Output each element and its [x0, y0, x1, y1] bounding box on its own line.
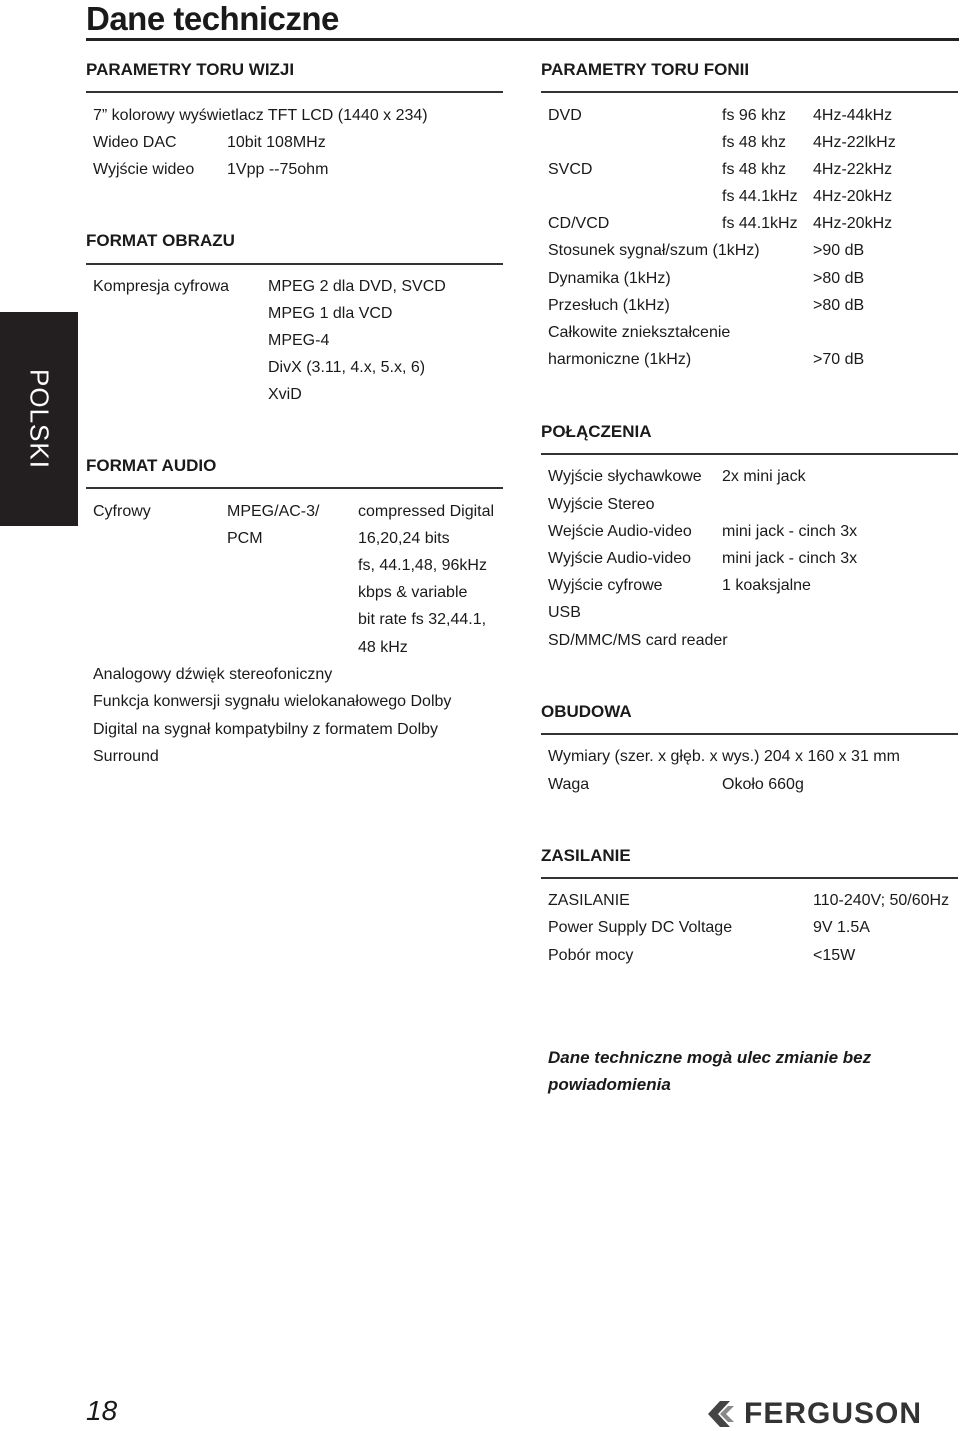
audio-response: 4Hz-44kHz [813, 107, 893, 124]
connection-label: Wyjście cyfrowe [548, 577, 663, 594]
compression-label: Kompresja cyfrowa [93, 278, 230, 295]
audio-source: CD/VCD [548, 215, 610, 232]
brand-name: FERGUSON [744, 1397, 923, 1430]
power-rule [541, 877, 958, 879]
audio-detail: 16,20,24 bits [358, 530, 450, 547]
audio-sample-rate: fs 44.1kHz [722, 188, 798, 205]
compression-value: MPEG 2 dla DVD, SVCD [268, 278, 446, 295]
power-value: 110-240V; 50/60Hz [813, 892, 950, 909]
housing-weight-value: Około 660g [722, 776, 804, 793]
connection-value: 2x mini jack [722, 468, 806, 485]
compression-value: XviD [268, 386, 302, 403]
housing-heading: OBUDOWA [541, 702, 632, 721]
power-label: Pobór mocy [548, 947, 634, 964]
audio-detail: compressed Digital [358, 503, 495, 520]
page-title: Dane techniczne [86, 0, 339, 37]
audio-extra: Analogowy dźwięk stereofoniczny [93, 666, 333, 683]
video-out-label: Wyjście wideo [93, 161, 195, 178]
ferguson-mark-icon [704, 1397, 740, 1431]
audio-sample-rate: fs 96 khz [722, 107, 787, 124]
video-dac-label: Wideo DAC [93, 134, 177, 151]
compression-value: DivX (3.11, 4.x, 5.x, 6) [268, 359, 426, 376]
connection-label: Wyjście słychawkowe [548, 468, 702, 485]
audio-digital-label: Cyfrowy [93, 503, 151, 520]
connections-heading: POŁĄCZENIA [541, 422, 652, 441]
audio-extra: Funkcja konwersji sygnału wielokanałowego Dolby [93, 693, 452, 710]
audio-path-heading: PARAMETRY TORU FONII [541, 60, 750, 79]
compression-value: MPEG 1 dla VCD [268, 305, 393, 322]
audio-sample-rate: fs 48 khz [722, 161, 787, 178]
video-out-value: 1Vpp --75ohm [227, 161, 329, 178]
audio-codec: PCM [227, 530, 263, 547]
audio-detail: kbps & variable [358, 584, 468, 601]
page-number: 18 [86, 1395, 118, 1426]
video-heading: PARAMETRY TORU WIZJI [86, 60, 295, 79]
housing-weight-label: Waga [548, 776, 590, 793]
audio-extra: Surround [93, 748, 159, 765]
audio-param-label: harmoniczne (1kHz) [548, 351, 692, 368]
connection-value: mini jack - cinch 3x [722, 523, 858, 540]
connection-label: USB [548, 604, 581, 621]
audio-response: 4Hz-22lkHz [813, 134, 896, 151]
video-line-1: 7” kolorowy wyświetlacz TFT LCD (1440 x 234) [93, 107, 428, 124]
audio-sample-rate: fs 44.1kHz [722, 215, 798, 232]
video-dac-value: 10bit 108MHz [227, 134, 326, 151]
title-rule [86, 38, 959, 41]
audio-path-rule [541, 91, 958, 93]
audio-detail: 48 kHz [358, 639, 408, 656]
audio-param-value: >70 dB [813, 351, 865, 368]
audio-extra: Digital na sygnał kompatybilny z formatem Dolby [93, 721, 439, 738]
audio-format-rule [86, 487, 503, 489]
video-rule [86, 91, 503, 93]
audio-detail: bit rate fs 32,44.1, [358, 611, 487, 628]
audio-source: SVCD [548, 161, 593, 178]
audio-sample-rate: fs 48 khz [722, 134, 787, 151]
audio-param-label: Stosunek sygnał/szum (1kHz) [548, 242, 760, 259]
audio-detail: fs, 44.1,48, 96kHz [358, 557, 487, 574]
connection-label: SD/MMC/MS card reader [548, 632, 728, 649]
connections-rule [541, 453, 958, 455]
audio-response: 4Hz-20kHz [813, 215, 893, 232]
audio-response: 4Hz-22kHz [813, 161, 893, 178]
compression-value: MPEG-4 [268, 332, 330, 349]
audio-source: DVD [548, 107, 582, 124]
audio-param-value: >90 dB [813, 242, 865, 259]
power-label: ZASILANIE [548, 892, 630, 909]
audio-param-label: Przesłuch (1kHz) [548, 297, 670, 314]
power-value: 9V 1.5A [813, 919, 870, 936]
audio-codec: MPEG/AC-3/ [227, 503, 320, 520]
audio-response: 4Hz-20kHz [813, 188, 893, 205]
audio-param-label: Dynamika (1kHz) [548, 270, 671, 287]
audio-param-value: >80 dB [813, 297, 865, 314]
connection-label: Wejście Audio-video [548, 523, 692, 540]
audio-param-label: Całkowite zniekształcenie [548, 324, 731, 341]
power-heading: ZASILANIE [541, 846, 631, 865]
power-value: <15W [813, 947, 856, 964]
image-format-heading: FORMAT OBRAZU [86, 231, 235, 250]
image-format-rule [86, 263, 503, 265]
connection-label: Wyjście Stereo [548, 496, 655, 513]
language-tab-label: POLSKI [24, 369, 55, 469]
connection-label: Wyjście Audio-video [548, 550, 692, 567]
ferguson-logo [704, 1397, 959, 1431]
housing-dimensions: Wymiary (szer. x głęb. x wys.) 204 x 160 x 31 mm [548, 748, 900, 765]
connection-value: mini jack - cinch 3x [722, 550, 858, 567]
disclaimer-line: powiadomienia [548, 1075, 671, 1094]
disclaimer-line: Dane techniczne mogà ulec zmianie bez [548, 1048, 872, 1067]
power-label: Power Supply DC Voltage [548, 919, 733, 936]
connection-value: 1 koaksjalne [722, 577, 811, 594]
audio-param-value: >80 dB [813, 270, 865, 287]
housing-rule [541, 733, 958, 735]
audio-format-heading: FORMAT AUDIO [86, 456, 217, 475]
